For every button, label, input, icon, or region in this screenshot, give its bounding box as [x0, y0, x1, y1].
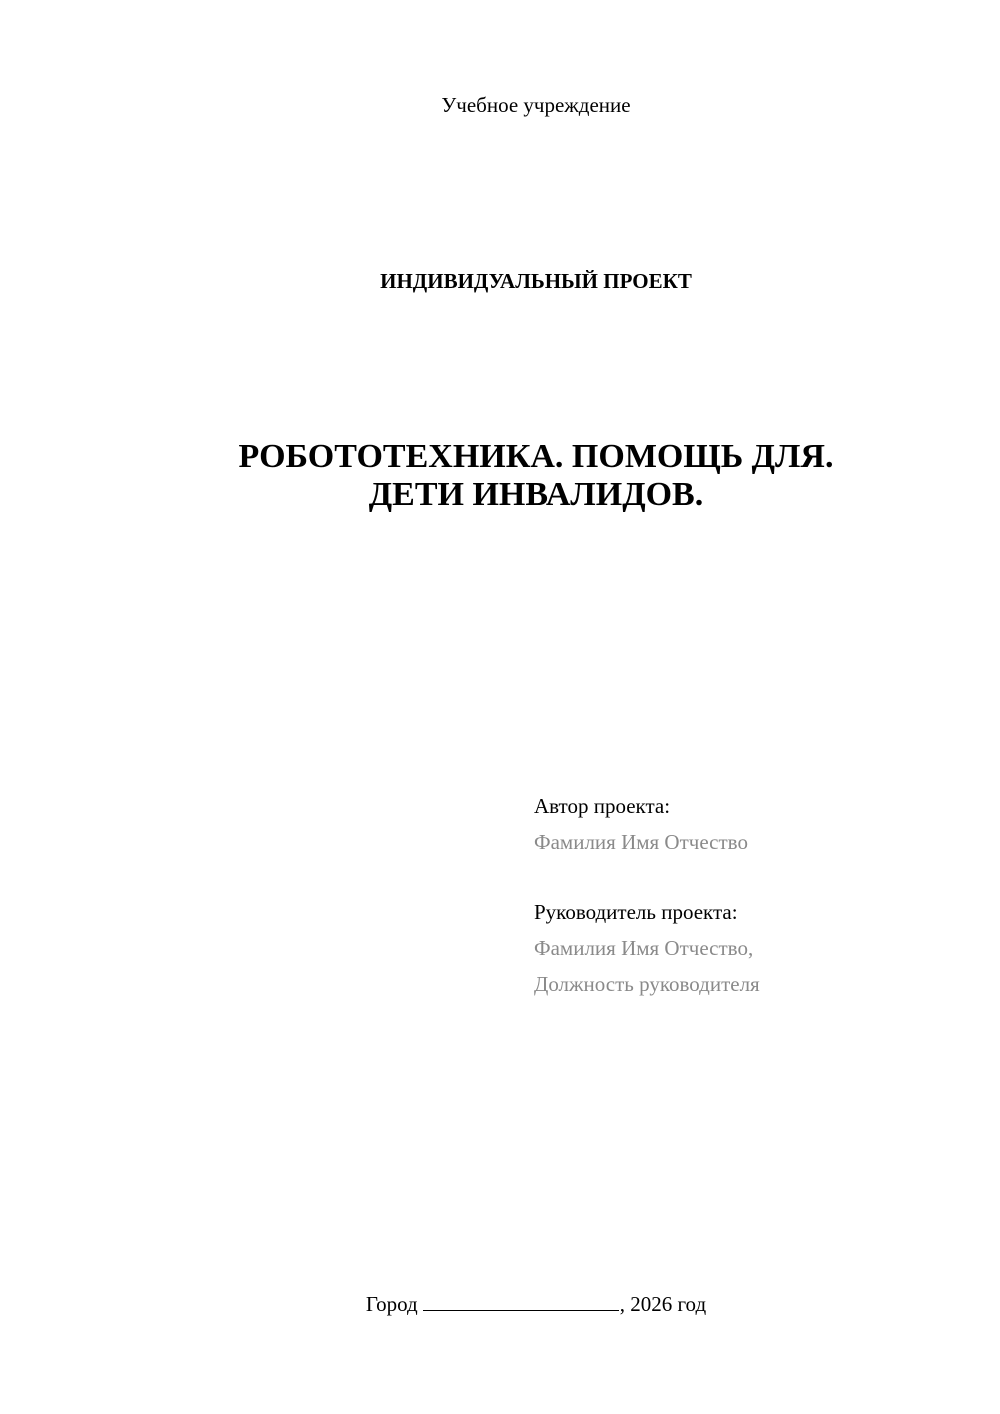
project-title-line-1: РОБОТОТЕХНИКА. ПОМОЩЬ ДЛЯ. — [238, 438, 834, 475]
project-title — [0, 438, 1000, 514]
author-name: Фамилия Имя Отчество — [534, 830, 748, 854]
document-type: ИНДИВИДУАЛЬНЫЙ ПРОЕКТ — [380, 269, 692, 293]
credits-block — [534, 788, 974, 1002]
supervisor-label: Руководитель проекта: — [534, 900, 738, 924]
institution-name: Учебное учреждение — [441, 93, 631, 117]
credits-spacer — [534, 860, 974, 894]
city-blank-line — [423, 1290, 619, 1311]
author-label: Автор проекта: — [534, 794, 671, 818]
supervisor-name: Фамилия Имя Отчество, — [534, 936, 754, 960]
supervisor-position: Должность руководителя — [534, 972, 760, 996]
city-label: Город — [365, 1292, 418, 1316]
city-year-line — [0, 1290, 1000, 1318]
project-title-line-2: ДЕТИ ИНВАЛИДОВ. — [368, 476, 704, 513]
year-text: , 2026 год — [619, 1292, 707, 1316]
